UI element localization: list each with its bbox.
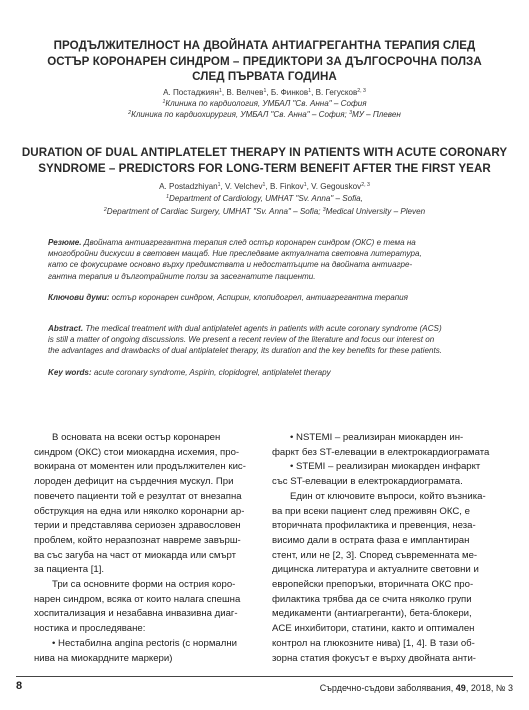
affiliation-mark: 1 — [166, 194, 169, 200]
body-line: вокирана от моментен или продължителен кис- — [34, 461, 246, 473]
en-title — [20, 145, 509, 176]
body-line: дицинска литература и актуалните световни и — [272, 564, 479, 576]
bullet-line: • NSTEMI – реализиран миокарден ин- — [290, 432, 464, 443]
body-line: проблем, който неразпознат навреме завърш- — [34, 534, 241, 546]
body-line: за пациента [1]. — [34, 564, 105, 576]
en-title-line: DURATION OF DUAL ANTIPLATELET THERAPY IN PATIENTS WITH ACUTE CORONARY — [21, 146, 508, 159]
affiliation-text: Medical University – Pleven — [325, 206, 426, 216]
affiliation-mark: 2 — [103, 206, 107, 213]
abstract-line: is still a matter of ongoing discussions. We present a recent review of the literature and focus our interest on — [48, 335, 435, 345]
affiliation-mark: 3 — [322, 206, 326, 213]
bg-abstract — [48, 237, 480, 282]
en-title-line: SYNDROME – PREDICTORS FOR LONG-TERM BENEFIT AFTER THE FIRST YEAR — [38, 161, 491, 175]
affiliation-mark: 2, 3 — [357, 88, 366, 94]
right-column — [272, 431, 495, 666]
bg-affiliations — [20, 99, 509, 120]
body-line: Един от ключовите въпроси, който възника- — [290, 490, 486, 502]
affiliation-line — [20, 110, 509, 121]
author-separator: , — [311, 88, 316, 97]
abstract-text: Двойната антиагрегантна терапия след остър коронарен синдром (ОКС) е тема на — [81, 238, 416, 247]
keywords-text: acute coronary syndrome, Aspirin, clopidogrel, antiplatelet therapy — [91, 368, 331, 377]
body-line: ностика и проследяване: — [34, 623, 146, 635]
en-keywords — [48, 367, 480, 378]
page-number: 8 — [16, 680, 23, 692]
affiliation-mark: 2, 3 — [361, 182, 370, 188]
affiliation-mark: 3 — [349, 109, 352, 116]
affiliation-mark: 1 — [162, 99, 166, 105]
author-name: A. Postadzhiyan — [159, 182, 218, 191]
bg-keywords — [48, 292, 480, 303]
body-line: нарен синдром, всяка от които налага спешна — [34, 593, 241, 605]
affiliation-mark: 1 — [308, 88, 312, 94]
keywords-label: Ключови думи: — [48, 293, 110, 302]
bg-title — [20, 38, 509, 85]
affiliation-line — [20, 194, 509, 205]
abstract-line: the advantages and drawbacks of dual antiplatelet therapy, its duration and the key benefits for these patients. — [48, 346, 443, 356]
left-column — [34, 431, 257, 666]
journal-info — [320, 682, 513, 694]
affiliation-mark: 1 — [303, 182, 307, 188]
affiliation-text: Department of Cardiac Surgery, UMHAT "Sv. Anna" – Sofia; — [106, 206, 323, 216]
keywords-text: остър коронарен синдром, Аспирин, клопидогрел, антиагрегантна терапия — [109, 293, 409, 302]
author-separator: , — [220, 182, 226, 191]
body-line: висимо дали в острата фаза е имплантиран — [272, 534, 470, 546]
abstract-label: Резюме. — [48, 238, 82, 247]
affiliation-text: Department of Cardiology, UMHAT "Sv. Anna" – Sofia, — [168, 194, 363, 203]
author-name: V. Velchev — [225, 182, 263, 191]
body-line: нива на миокардните маркери) — [34, 652, 173, 664]
body-line: филактика трябва да се счита няколко групи — [272, 593, 472, 605]
body-line: синдром (ОКС) стои миокардна исхемия, про- — [34, 446, 240, 458]
body-line: В основата на всеки остър коронарен — [52, 432, 221, 443]
abstract-label: Abstract. — [48, 324, 84, 333]
abstract-line — [48, 237, 480, 248]
body-line: ва при всеки пациент след преживян ОКС, е — [272, 505, 470, 517]
body-line: европейски препоръки, вторичната ОКС про- — [272, 579, 474, 591]
author-name: В. Гегусков — [315, 88, 358, 97]
abstract-line: гантна терапия и дълготрайните ползи за засегнатите пациенти. — [48, 271, 316, 281]
author-name: V. Gegouskov — [311, 182, 362, 191]
affiliation-mark: 1 — [262, 182, 266, 188]
en-abstract — [48, 323, 480, 357]
bg-title-line: ОСТЪР КОРОНАРЕН СИНДРОМ – ПРЕДИКТОРИ ЗА ДЪЛГОСРОЧНА ПОЛЗА — [47, 54, 482, 68]
body-line: фаркт без ST-елевации в електрокардиограмата — [272, 446, 490, 458]
affiliation-mark: 1 — [217, 182, 221, 188]
body-line: повечето пациенти той е резултат от внезапна — [34, 490, 242, 502]
affiliation-line — [20, 207, 509, 218]
body-line: контрол на глюкозните нива) [1, 4]. В тази об- — [272, 637, 475, 649]
author-separator: , — [221, 88, 227, 97]
author-name: Б. Финков — [270, 88, 309, 97]
abstract-line: като се фокусираме основно върху предимствата и недостатъците на двойната антиагре- — [48, 260, 413, 270]
body-line: обструкция на една или няколко коронарни ар- — [34, 505, 245, 517]
abstract-text: The medical treatment with dual antiplatelet agents in patients with acute coronary syndrome (ACS) — [83, 324, 442, 333]
body-line: ACE инхибитори, статини, както и оптимален — [272, 623, 475, 635]
bullet-line: • STEMI – реализиран миокарден инфаркт — [290, 461, 481, 473]
body-line: стент, или не [2, 3]. Според съвременната ме- — [272, 549, 478, 561]
en-authors — [20, 181, 509, 192]
bg-title-line: СЛЕД ПЪРВАТА ГОДИНА — [192, 70, 337, 83]
body-line: хоспитализация и незабавна инвазивна диаг- — [34, 608, 238, 620]
affiliation-mark: 1 — [218, 88, 222, 94]
author-separator: , — [306, 182, 312, 191]
author-separator: , — [266, 88, 271, 97]
author-name: А. Постаджиян — [163, 88, 219, 97]
journal-name: Сърдечно-съдови заболявания, — [319, 683, 456, 693]
affiliation-text: МУ – Плевен — [351, 109, 401, 119]
body-line: Три са основните форми на острия коро- — [52, 579, 236, 591]
footer-rule — [16, 676, 513, 677]
bullet-line: • Нестабилна angina pectoris (с нормални — [52, 637, 238, 649]
affiliation-text: Клиника по кардиология, УМБАЛ "Св. Анна" – София — [165, 99, 367, 108]
body-line: терии и представлява сериозен здравословен — [34, 520, 241, 532]
body-line: медикаменти (антиагреганти), бета-блокери, — [272, 608, 472, 620]
journal-volume: 49 — [455, 683, 466, 693]
keywords-label: Key words: — [48, 368, 92, 377]
affiliation-text: Клиника по кардиохирургия, УМБАЛ "Св. Анна" – София; — [131, 109, 350, 119]
journal-issue: , 2018, № 3 — [465, 683, 513, 693]
affiliation-line — [20, 99, 509, 110]
bg-title-line: ПРОДЪЛЖИТЕЛНОСТ НА ДВОЙНАТА АНТИАГРЕГАНТНА ТЕРАПИЯ СЛЕД — [53, 39, 476, 52]
body-line: ва със загуба на част от миокарда или смърт — [34, 549, 236, 561]
abstract-line — [48, 323, 480, 334]
abstract-line: многобройни дискусии в световен мащаб. Ние преследваме актуалната световна литература, — [48, 249, 422, 259]
author-separator: , — [265, 182, 270, 191]
affiliation-mark: 1 — [263, 88, 267, 94]
body-line: лороден дефицит на сърдечния мускул. При — [34, 476, 234, 488]
bg-authors — [20, 87, 509, 98]
author-name: В. Велчев — [226, 88, 264, 97]
body-line: вторичната профилактика и превенция, неза- — [272, 520, 476, 532]
en-affiliations — [20, 194, 509, 217]
body-line: със ST-елевации в електрокардиограмата. — [272, 476, 463, 488]
body-line: зорна статия фокусът е върху двойната анти- — [272, 652, 476, 664]
affiliation-mark: 2 — [128, 109, 132, 116]
author-name: B. Finkov — [269, 182, 304, 191]
